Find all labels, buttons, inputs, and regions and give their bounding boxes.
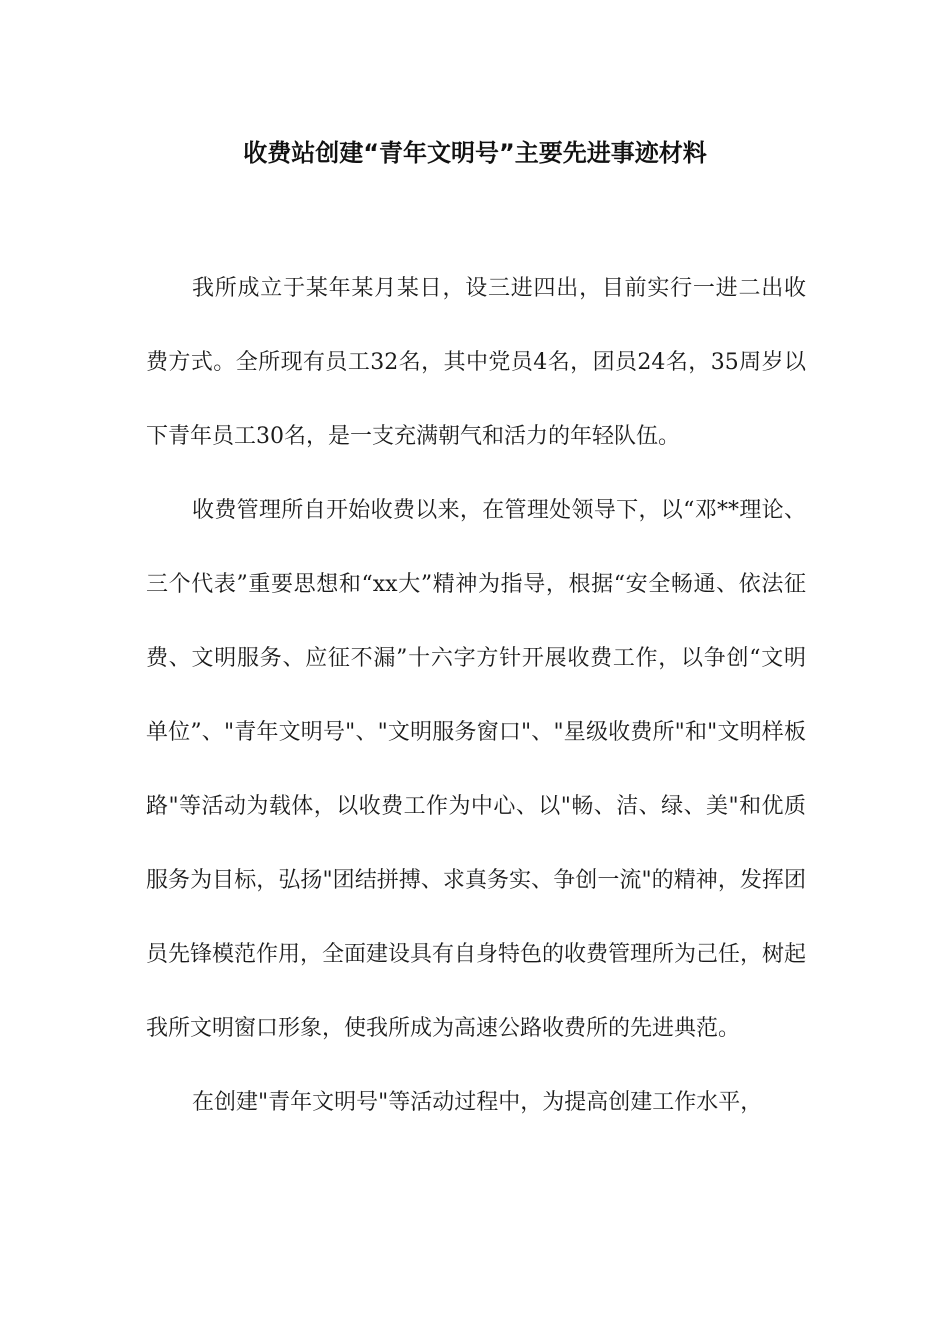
- document-title: 收费站创建“青年文明号”主要先进事迹材料: [243, 139, 707, 167]
- paragraph-3: 在创建"青年文明号"等活动过程中，为提高创建工作水平，: [192, 1090, 763, 1115]
- paragraph-2: 收费管理所自开始收费以来，在管理处领导下，以“邓**理论、三个代表”重要思想和“xx大”精神为指导，根据“安全畅通、依法征费、文明服务、应征不漏”十六字方针开展收费工作，以争创“文明单位”、"青年文明号"、"文明服务窗口"、"星级收费所"和"文明样板路"等活动为载体，以收费工作为中心、以"畅、洁、绿、美"和优质服务为目标，弘扬"团结拼搏、求真务实、争创一流"的精神，发挥团员先锋模范作用，全面建设具有自身特色的收费管理所为己任，树起我所文明窗口形象，使我所成为高速公路收费所的先进典范。: [146, 498, 807, 1041]
- paragraph-1: 我所成立于某年某月某日，设三进四出，目前实行一进二出收费方式。全所现有员工32名，其中党员4名，团员24名，35周岁以下青年员工30名，是一支充满朝气和活力的年轻队伍。: [146, 276, 806, 449]
- document-body: [146, 252, 806, 1140]
